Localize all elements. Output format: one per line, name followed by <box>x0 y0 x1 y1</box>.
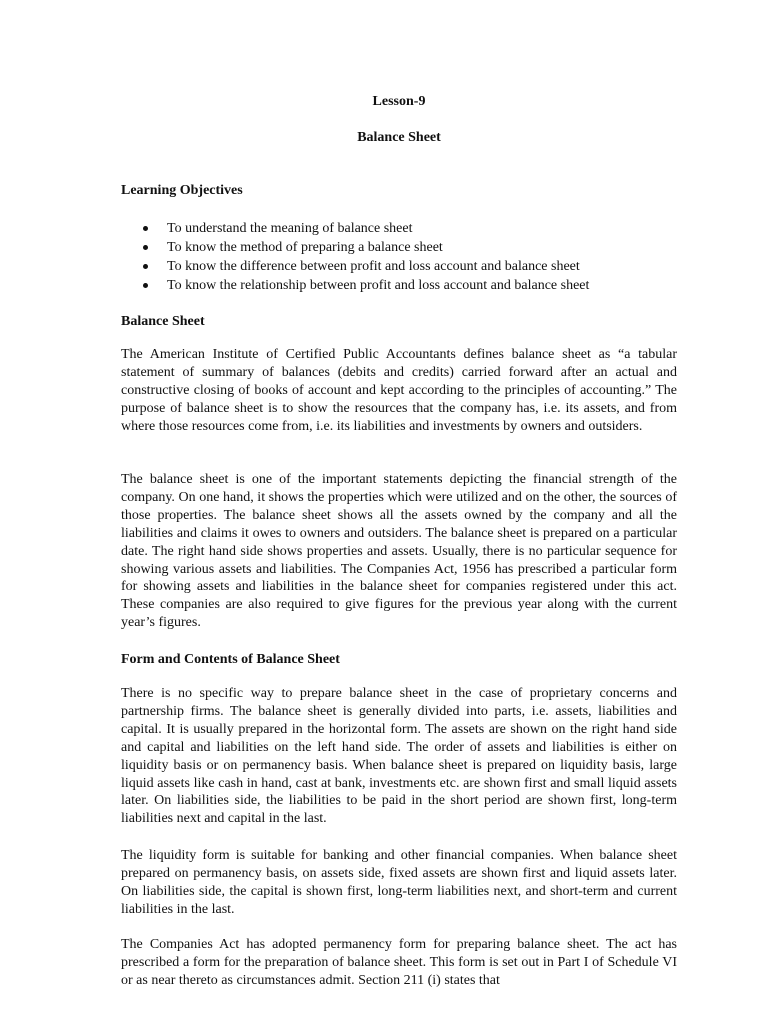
bullet-icon <box>143 245 148 250</box>
bullet-icon <box>143 226 148 231</box>
list-item: To know the method of preparing a balance sheet <box>140 238 589 257</box>
page-title: Balance Sheet <box>357 130 441 145</box>
list-item: To know the relationship between profit and loss account and balance sheet <box>140 276 589 295</box>
paragraph-companies-act: The Companies Act has adopted permanency form for preparing balance sheet. The act has prescribed a form for the preparation of balance sheet. This form is set out in Part I of Schedule VI or as near thereto as circumstances admit. Section 211 (i) states that <box>121 937 677 988</box>
lesson-number: Lesson-9 <box>372 94 426 109</box>
objectives-list <box>140 219 589 295</box>
paragraph-liquidity: The liquidity form is suitable for banking and other financial companies. When balance sheet prepared on permanency basis, on assets side, fixed assets are shown first and liquid assets later. On liabilities side, the capital is shown first, long-term liabilities next, and short-term and current liabilities in the last. <box>121 848 677 917</box>
learning-objectives-heading: Learning Objectives <box>121 183 243 198</box>
bullet-icon <box>143 264 148 269</box>
bullet-icon <box>143 283 148 288</box>
balance-sheet-heading: Balance Sheet <box>121 314 205 329</box>
paragraph-definition: The American Institute of Certified Public Accountants defines balance sheet as “a tabular statement of summary of balances (debits and credits) carried forward after an actual and constructive closing of books of account and kept according to the principles of accounting.” The purpose of balance sheet is to show the resources that the company has, i.e. its assets, and from where those resources come from, i.e. its liabilities and investments by owners and outsiders. <box>121 347 677 434</box>
form-contents-heading: Form and Contents of Balance Sheet <box>121 652 340 667</box>
paragraph-financial-strength: The balance sheet is one of the important statements depicting the financial strength of the company. On one hand, it shows the properties which were utilized and on the other, the sources of those properties. The balance sheet shows all the assets owned by the company and all the liabilities and claims it owes to owners and outsiders. The balance sheet is prepared on a particular date. The right hand side shows properties and assets. Usually, there is no particular sequence for showing various assets and liabilities. The Companies Act, 1956 has prescribed a particular form for showing assets and liabilities in the balance sheet for companies registered under this act. These companies are also required to give figures for the previous year along with the current year’s figures. <box>121 472 677 631</box>
list-item: To know the difference between profit and loss account and balance sheet <box>140 257 589 276</box>
paragraph-form: There is no specific way to prepare balance sheet in the case of proprietary concerns and partnership firms. The balance sheet is generally divided into parts, i.e. assets, liabilities and capital. It is usually prepared in the horizontal form. The assets are shown on the right hand side and capital and liabilities on the left hand side. The order of assets and liabilities is either on liquidity basis or on permanency basis. When balance sheet is prepared on liquidity basis, large liquid assets like cash in hand, cast at bank, investments etc. are shown first and small liquid assets later. On liabilities side, the liabilities to be paid in the short period are shown first, long-term liabilities next and capital in the last. <box>121 686 677 827</box>
list-item: To understand the meaning of balance sheet <box>140 219 589 238</box>
